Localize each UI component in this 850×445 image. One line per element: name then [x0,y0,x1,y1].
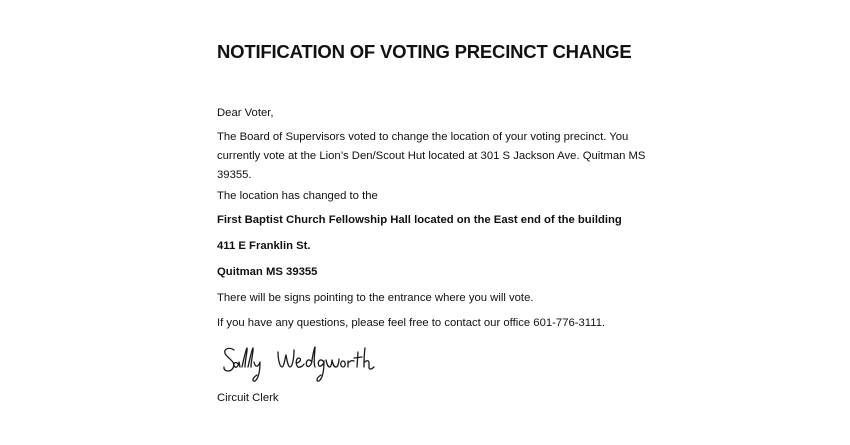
location-changed-intro: The location has changed to the [217,190,378,202]
letter-title: NOTIFICATION OF VOTING PRECINCT CHANGE [217,41,632,62]
greeting: Dear Voter, [217,107,274,119]
signer-title: Circuit Clerk [217,392,279,404]
new-location-street: 411 E Franklin St. [217,240,311,252]
questions-note: If you have any questions, please feel free to contact our office 601-776-3111. [217,317,606,329]
body-paragraph: The Board of Supervisors voted to change the location of your voting precinct. You currently vote at the Lion’s Den/Scout Hut located at 301 S Jackson Ave. Quitman MS 39355. [217,131,646,181]
signs-note: There will be signs pointing to the entrance where you will vote. [217,292,534,304]
new-location-city: Quitman MS 39355 [217,266,318,278]
new-location-name: First Baptist Church Fellowship Hall located on the East end of the building [217,214,622,226]
handwritten-signature [220,340,390,388]
